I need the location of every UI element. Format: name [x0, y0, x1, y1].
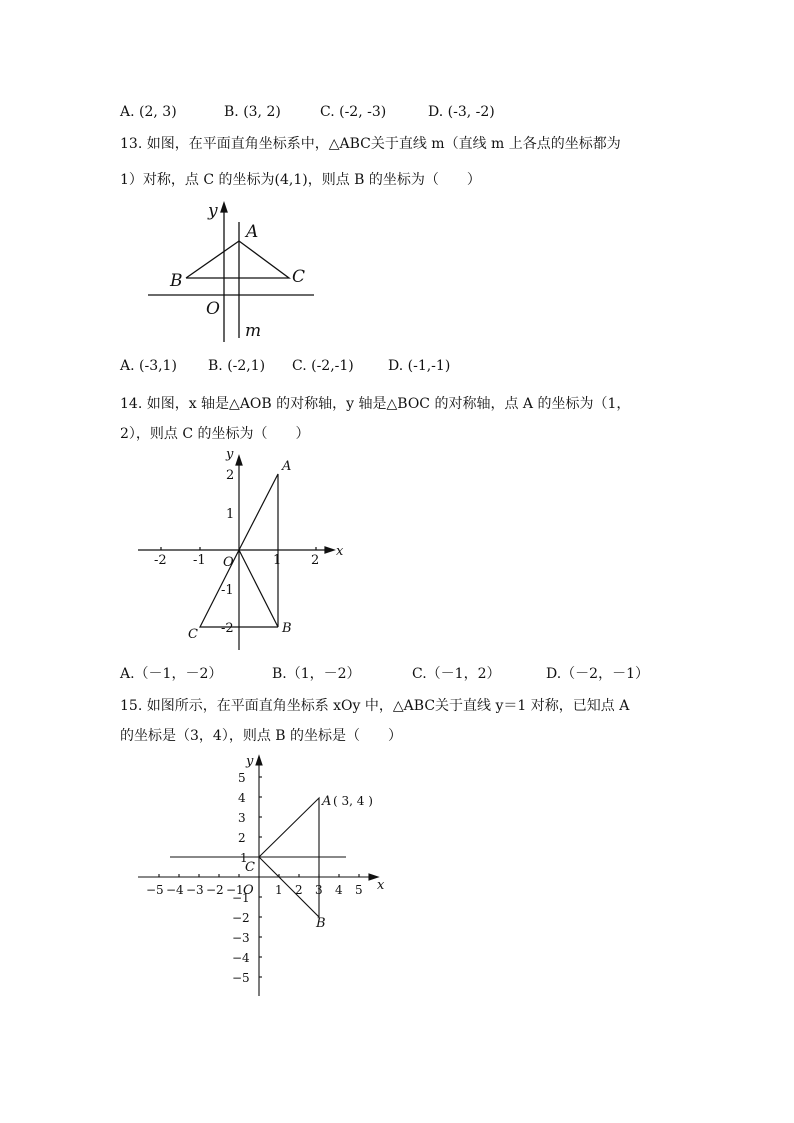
q14-xtick-2: 2	[311, 553, 320, 568]
q13-option-d: D. (-1,-1)	[388, 358, 451, 374]
q15-stem-line2: 的坐标是（3，4），则点 B 的坐标是（ ）	[120, 728, 403, 744]
q14-ytick-1: 1	[226, 507, 235, 522]
q15-xtick-neg2: −2	[206, 883, 224, 897]
q15-label-o: O	[243, 883, 254, 898]
q13-label-a: A	[246, 222, 259, 242]
q14-label-y: y	[226, 447, 234, 462]
q14-ytick-2: 2	[226, 468, 235, 483]
q13-option-c: C. (-2,-1)	[292, 358, 354, 374]
q15-xtick-neg4: −4	[166, 883, 184, 897]
q15-label-b: B	[316, 916, 326, 931]
q14-option-c: C.（－1，2）	[412, 666, 501, 682]
q15-label-y: y	[246, 754, 254, 769]
q15-ytick-3: 3	[238, 811, 246, 825]
q13-label-o: O	[206, 299, 220, 319]
q15-ytick-neg2: −2	[232, 911, 250, 925]
q15-xtick-neg1: −1	[226, 883, 244, 897]
q14-label-o: O	[223, 555, 234, 570]
q15-stem-line1: 15. 如图所示，在平面直角坐标系 xOy 中，△ABC关于直线 y＝1 对称，已知点 A	[120, 698, 630, 714]
q14-stem-line2: 2），则点 C 的坐标为（ ）	[120, 426, 310, 442]
q15-ytick-neg4: −4	[232, 951, 250, 965]
q13-stem-line2: 1）对称，点 C 的坐标为(4,1)，则点 B 的坐标为（ ）	[120, 172, 481, 188]
q15-xtick-4: 4	[335, 883, 343, 897]
q15-ytick-neg3: −3	[232, 931, 250, 945]
q13-option-b: B. (-2,1)	[208, 358, 266, 374]
q15-y-arrow	[256, 756, 262, 765]
q15-xtick-neg3: −3	[186, 883, 204, 897]
q15-ytick-1: 1	[240, 851, 248, 865]
q15-xtick-1: 1	[275, 883, 283, 897]
q14-option-a: A.（－1，－2）	[120, 666, 223, 682]
q15-xtick-2: 2	[295, 883, 303, 897]
q14-label-x: x	[336, 544, 344, 559]
q14-xtick-neg2: -2	[154, 553, 167, 568]
q14-label-a: A	[282, 459, 292, 474]
q13-label-m: m	[245, 321, 262, 341]
q13-stem-line1: 13. 如图，在平面直角坐标系中，△ABC关于直线 m（直线 m 上各点的坐标都为	[120, 136, 621, 152]
q13-label-b: B	[170, 271, 183, 291]
q15-label-x: x	[377, 878, 385, 893]
q14-ytick-neg1: -1	[221, 583, 234, 598]
q14-xtick-neg1: -1	[193, 553, 206, 568]
q12-option-a: A. (2, 3)	[120, 104, 177, 120]
q12-option-b: B. (3, 2)	[224, 104, 281, 120]
q14-label-b: B	[282, 621, 292, 636]
q15-xtick-5: 5	[355, 883, 363, 897]
q15-ytick-4: 4	[238, 791, 246, 805]
q13-label-c: C	[292, 267, 306, 287]
q15-xtick-neg5: −5	[146, 883, 164, 897]
q15-label-c: C	[245, 860, 255, 875]
q14-option-d: D.（－2，－1）	[546, 666, 649, 682]
q14-ytick-neg2: -2	[221, 621, 234, 636]
q14-xtick-1: 1	[273, 553, 282, 568]
q15-label-a-coord: ( 3, 4 )	[333, 794, 373, 808]
q15-xtick-3: 3	[315, 883, 323, 897]
q15-label-a: A	[322, 794, 332, 809]
q15-ytick-2: 2	[238, 831, 246, 845]
q15-ytick-neg1: −1	[232, 891, 250, 905]
q12-option-c: C. (-2, -3)	[320, 104, 387, 120]
q15-ytick-neg5: −5	[232, 971, 250, 985]
q14-stem-line1: 14. 如图，x 轴是△AOB 的对称轴，y 轴是△BOC 的对称轴，点 A 的坐标为（1，	[120, 396, 631, 412]
q13-label-y: y	[208, 201, 218, 221]
q14-label-c: C	[188, 627, 198, 642]
q13-option-a: A. (-3,1)	[120, 358, 177, 374]
q12-option-d: D. (-3, -2)	[428, 104, 495, 120]
q15-ytick-5: 5	[238, 771, 246, 785]
q14-option-b: B.（1，－2）	[272, 666, 361, 682]
